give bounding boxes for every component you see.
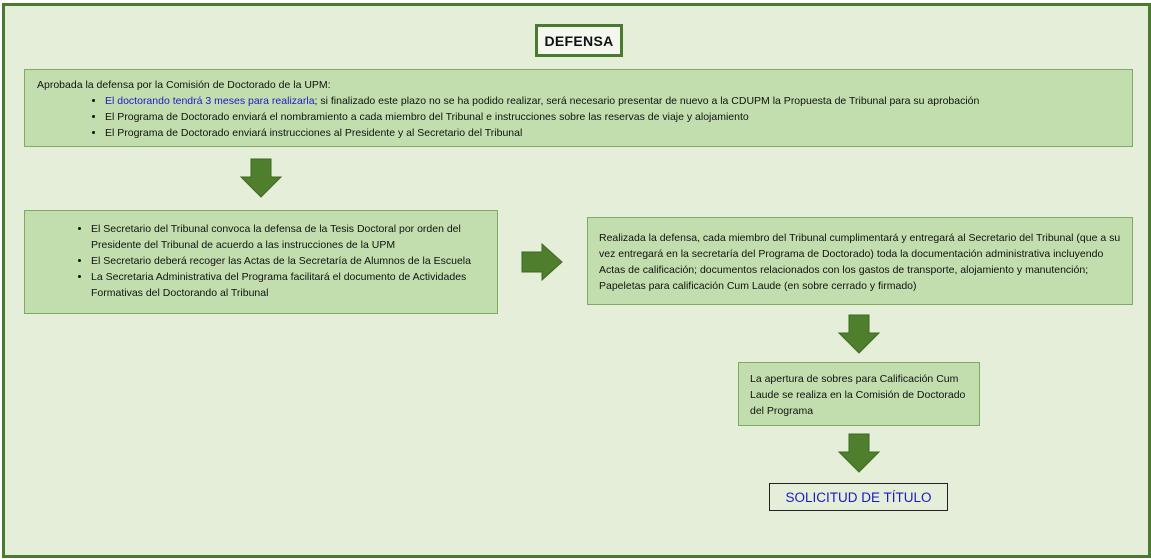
approval-item-instructions: • El Programa de Doctorado enviará instrucciones al Presidente y al Secretario del Tribunal <box>105 125 1122 141</box>
step-cum-laude-box: La apertura de sobres para Calificación Cum Laude se realiza en la Comisión de Doctorado del Programa <box>738 362 980 426</box>
convocation-item-actas: • El Secretario deberá recoger las Actas de la Secretaría de Alumnos de la Escuela <box>91 253 489 269</box>
diagram-title: DEFENSA <box>535 24 623 57</box>
final-step-title-request: SOLICITUD DE TÍTULO <box>769 483 948 511</box>
deadline-rest: ; si finalizado este plazo no se ha podido realizar, será necesario presentar de nuevo a la CDUPM la Propuesta de Tribunal para su aprobación <box>314 95 980 107</box>
step-convocation-box <box>24 210 498 314</box>
approval-intro: Aprobada la defensa por la Comisión de Doctorado de la UPM: <box>37 79 331 91</box>
arrow-down-3 <box>838 433 880 473</box>
arrow-down-1 <box>240 158 282 198</box>
step-approval-box <box>24 69 1133 147</box>
deadline-highlight: El doctorando tendrá 3 meses para realizarla <box>105 95 315 107</box>
arrow-right-1 <box>521 243 563 281</box>
convocation-item-activities: • La Secretaria Administrativa del Programa facilitará el documento de Actividades Formativas del Doctorando al Tribunal <box>91 269 489 301</box>
convocation-list <box>25 221 489 301</box>
approval-list <box>37 93 1122 141</box>
arrow-down-2 <box>838 314 880 354</box>
approval-item-appointment: • El Programa de Doctorado enviará el nombramiento a cada miembro del Tribunal e instrucciones sobre las reservas de viaje y alojamiento <box>105 109 1122 125</box>
step-documentation-box: Realizada la defensa, cada miembro del Tribunal cumplimentará y entregará al Secretario del Tribunal (que a su vez entregará en la secretaría del Programa de Doctorado) toda la documentación administrativa incluyendo Actas de calificación; documentos relacionados con los gastos de transporte, alojamiento y manutención; Papeletas para calificación Cum Laude (en sobre cerrado y firmado) <box>587 217 1133 305</box>
convocation-item-secretary: • El Secretario del Tribunal convoca la defensa de la Tesis Doctoral por orden del Presidente del Tribunal de acuerdo a las instrucciones de la UPM <box>91 221 489 253</box>
approval-item-deadline <box>105 93 1122 109</box>
